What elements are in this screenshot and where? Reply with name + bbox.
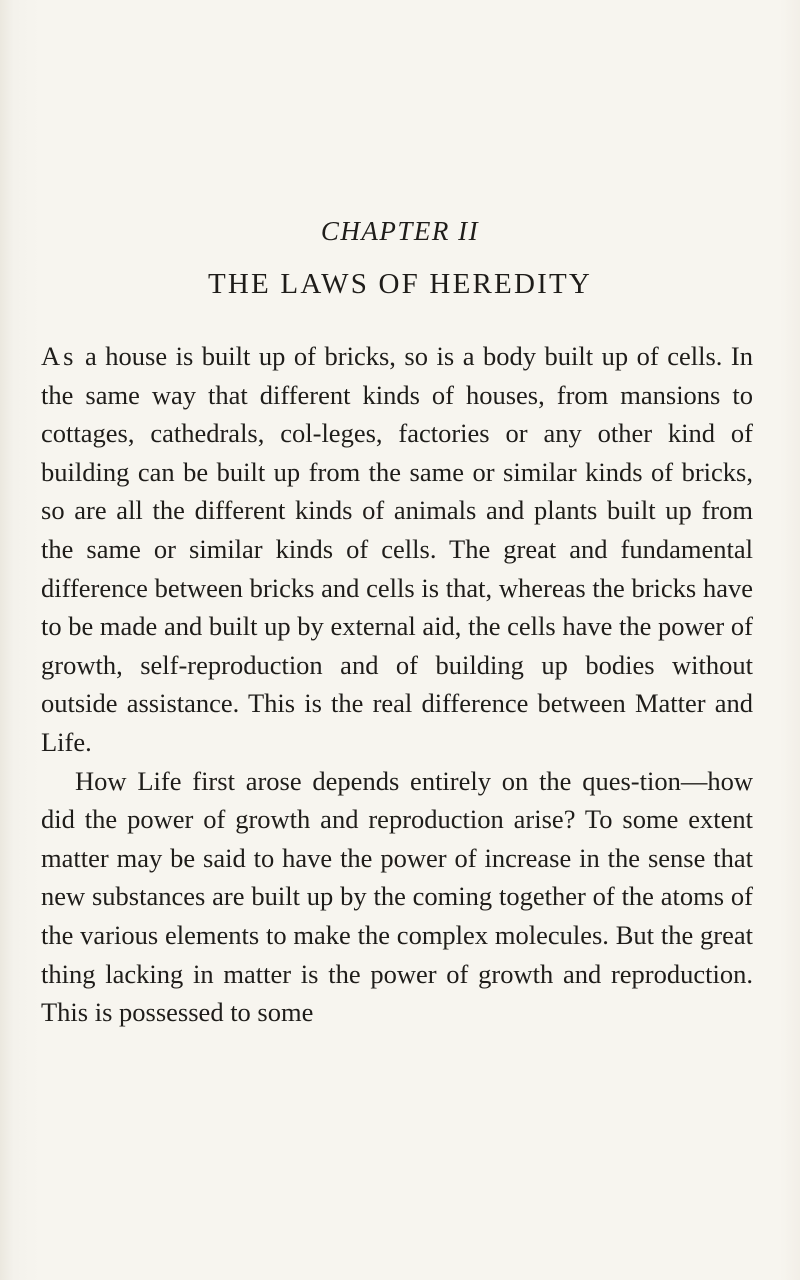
chapter-number: CHAPTER II [320, 216, 480, 246]
paragraph-2: How Life first arose depends entirely on the ques-tion—how did the power of growth and reproduction arise? To some extent matter may be said to have the power of increase in the sense that new substances are built up by the coming together of the atoms of the various elements to make the complex molecules. But the great thing lacking in matter is the power of growth and reproduction. This is possessed to some [41, 765, 753, 1028]
paragraph-1 [41, 337, 753, 762]
chapter-title: THE LAWS OF HEREDITY [208, 268, 592, 300]
paragraph-1-text: a house is built up of bricks, so is a body built up of cells. In the same way that different kinds of houses, from mansions to cottages, cathedrals, col-leges, factories or any other kind of building can be built up from the same or similar kinds of bricks, so are all the different kinds of animals and plants built up from the same or similar kinds of cells. The great and fundamental difference between bricks and cells is that, whereas the bricks have to be made and built up by external aid, the cells have the power of growth, self-reproduction and of building up bodies without outside assistance. This is the real difference between Matter and Life. [41, 341, 753, 757]
body-text [41, 337, 753, 1032]
paragraph-opening-word: As [41, 341, 77, 371]
